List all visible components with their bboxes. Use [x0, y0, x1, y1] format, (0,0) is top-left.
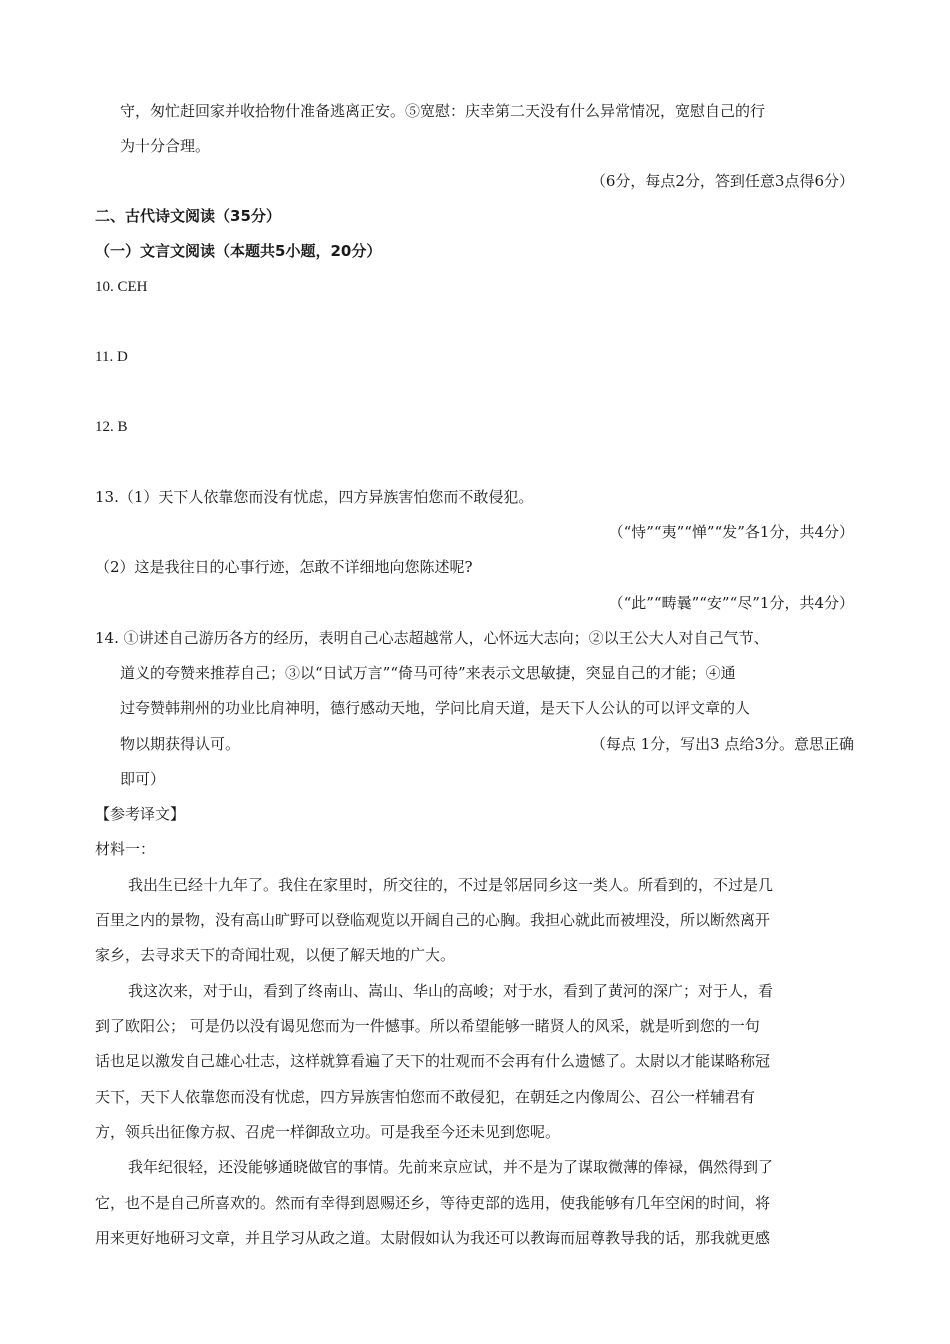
- translation-heading: 【参考译文】: [95, 805, 186, 823]
- answer-q13-part2: （2）这是我往日的心事行迹，怎敢不详细地向您陈述呢?: [95, 558, 473, 576]
- answer-q13-part1: 13.（1）天下人依靠您而没有忧虑，四方异族害怕您而不敢侵犯。: [95, 488, 534, 506]
- continuation-line-2: 为十分合理。: [120, 137, 211, 155]
- translation-line: 我年纪很轻，还没能够通晓做官的事情。先前来京应试，并不是为了谋取微薄的俸禄，偶然得到了: [128, 1158, 774, 1176]
- answer-q13-part2-score: （“此”“畴曩”“安”“尽”1分，共4分）: [608, 594, 854, 612]
- answer-q14-score: （每点 1分，写出3 点给3分。意思正确: [590, 735, 854, 753]
- material-label: 材料一：: [95, 840, 156, 858]
- translation-line: 我这次来，对于山，看到了终南山、嵩山、华山的高峻；对于水，看到了黄河的深广；对于人，看: [128, 982, 774, 1000]
- answer-q14-line: 即可）: [120, 770, 166, 788]
- translation-line: 百里之内的景物，没有高山旷野可以登临观览以开阔自己的心胸。我担心就此而被埋没，所以断然离开: [95, 911, 771, 929]
- continuation-line-1: 守，匆忙赶回家并收拾物什准备逃离正安。⑤宽慰：庆幸第二天没有什么异常情况，宽慰自己的行: [120, 102, 766, 120]
- translation-line: 用来更好地研习文章，并且学习从政之道。太尉假如认为我还可以教诲而屈尊教导我的话，那我就更感: [95, 1229, 771, 1247]
- section-heading: 二、古代诗文阅读（35分）: [95, 207, 281, 225]
- answer-q10: 10. CEH: [95, 279, 148, 295]
- translation-line: 到了欧阳公； 可是仍以没有谒见您而为一件憾事。所以希望能够一睹贤人的风采，就是听到您的一句: [95, 1017, 760, 1035]
- answer-q14-line: 物以期获得认可。: [120, 735, 241, 753]
- answer-q12: 12. B: [95, 419, 128, 435]
- answer-q14-line: 道义的夸赞来推荐自己；③以“日试万言”“倚马可待”来表示文思敏捷，突显自己的才能；④通: [120, 664, 736, 682]
- continuation-score-note: （6分，每点2分，答到任意3点得6分）: [590, 172, 854, 190]
- subsection-heading: （一）文言文阅读（本题共5小题，20分）: [95, 242, 382, 260]
- answer-q13-part1-score: （“恃”“夷”“惮”“发”各1分，共4分）: [608, 523, 854, 541]
- answer-q11: 11. D: [95, 349, 128, 365]
- translation-line: 它，也不是自己所喜欢的。然而有幸得到恩赐还乡，等待吏部的选用，使我能够有几年空闲的时间，将: [95, 1194, 771, 1212]
- answer-q14-line: 过夸赞韩荆州的功业比肩神明，德行感动天地，学问比肩天道，是天下人公认的可以评文章的人: [120, 699, 751, 717]
- translation-line: 我出生已经十九年了。我住在家里时，所交往的，不过是邻居同乡这一类人。所看到的，不过是几: [128, 876, 774, 894]
- translation-line: 方，领兵出征像方叔、召虎一样御敌立功。可是我至今还未见到您呢。: [95, 1123, 561, 1141]
- translation-line: 家乡，去寻求天下的奇闻壮观，以便了解天地的广大。: [95, 946, 456, 964]
- translation-line: 话也足以激发自己雄心壮志，这样就算看遍了天下的壮观而不会再有什么遗憾了。太尉以才能谋略称冠: [95, 1052, 771, 1070]
- answer-q14-line: 14. ①讲述自己游历各方的经历，表明自己心志超越常人，心怀远大志向；②以王公大人对自己气节、: [95, 629, 769, 647]
- translation-line: 天下，天下人依靠您而没有忧虑，四方异族害怕您而不敢侵犯，在朝廷之内像周公、召公一样辅君有: [95, 1088, 756, 1106]
